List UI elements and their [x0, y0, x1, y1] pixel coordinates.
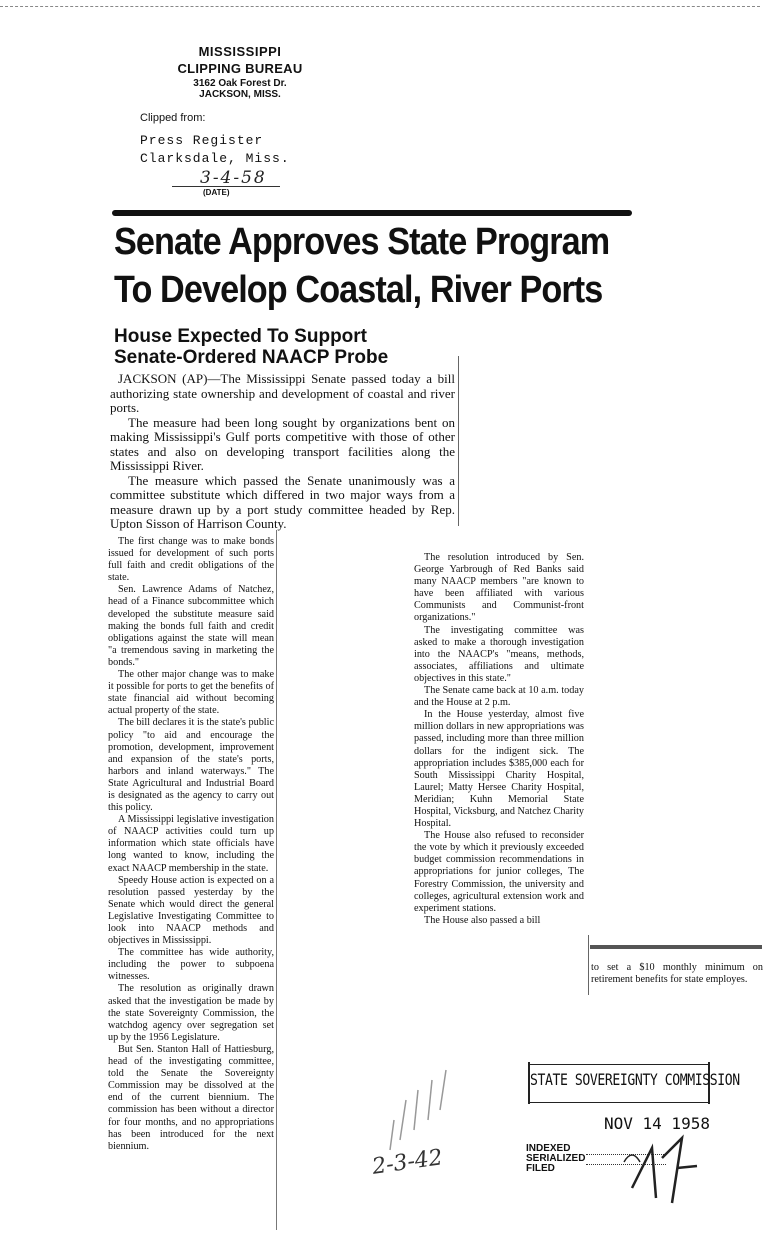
- column-paragraph: The Senate came back at 10 a.m. today and the House at 2 p.m.: [414, 685, 584, 709]
- stamp-indexed: INDEXED: [526, 1143, 571, 1154]
- column-paragraph: A Mississippi legislative investigation of NAACP activities could turn up information which state officials have long wanted to know, including the exact NAACP membership in the state.: [108, 814, 274, 874]
- newspaper-source: [140, 132, 290, 168]
- column-paragraph: Speedy House action is expected on a resolution passed yesterday by the Senate which would direct the general Legislative Investigating Committee to look into NAACP methods and objectives in Mississippi.: [108, 874, 274, 947]
- column-paragraph: The committee has wide authority, including the power to subpoena witnesses.: [108, 947, 274, 983]
- article-column-1: [108, 536, 274, 1153]
- lead-column-rule: [458, 356, 459, 526]
- stamp-date: NOV 14 1958: [604, 1114, 710, 1133]
- faint-pencil-marks: [380, 1060, 470, 1160]
- subhead-line-2: Senate-Ordered NAACP Probe: [114, 347, 389, 368]
- handwritten-date: 3-4-58: [200, 168, 267, 188]
- lead-paragraph: The measure which passed the Senate unanimously was a committee substitute which differed in two major ways from a measure drawn up by a port study committee headed by Rep. Upton Sisson of Harrison County.: [110, 472, 455, 531]
- column-paragraph: The bill declares it is the state's public policy "to aid and encourage the promotion, development, improvement and expansion of the state's ports, harbors and inland waterways." The State Agricultural and Industrial Board is designated as the agency to carry out this policy.: [108, 717, 274, 814]
- column-paragraph: The other major change was to make it possible for ports to get the benefits of state financial aid without becoming actual property of the state.: [108, 669, 274, 717]
- subhead-line-1: House Expected To Support: [114, 326, 368, 347]
- column-paragraph: The House also passed a bill: [424, 914, 541, 926]
- stamp-top-rule: [530, 1064, 710, 1065]
- clipping-top-edge: [0, 6, 760, 7]
- headline-rule: [112, 210, 632, 216]
- stamp-title-rule: [530, 1102, 710, 1103]
- column-paragraph: The resolution as originally drawn asked that the investigation be made by the state Sovereignty Commission, the watchdog agency over segregation set up by the 1956 Legislature.: [108, 983, 274, 1043]
- column-2-rule: [588, 935, 589, 995]
- column-paragraph: Sen. Lawrence Adams of Natchez, head of a Finance subcommittee which developed the substitute measure said making the bonds full faith and credit obligations against the state will mean "a tremendous saving in marketing the bonds.": [108, 584, 274, 668]
- stamp-title: STATE SOVEREIGNTY COMMISSION: [530, 1070, 740, 1089]
- column-paragraph: But Sen. Stanton Hall of Hattiesburg, head of the investigating committee, told the Senate the Sovereignty Commission may be dissolved at the end of the current biennium. The commission has been without a director for four months, and no appropriations has been introduced for the next biennium.: [108, 1043, 274, 1152]
- column-paragraph: The first change was to make bonds issued for development of such ports full faith and credit obligations of the state.: [108, 536, 274, 584]
- bureau-line-1: MISSISSIPPI: [198, 44, 282, 59]
- stamp-initials-scribble: [622, 1128, 702, 1208]
- stamp-file-fields: [526, 1144, 585, 1174]
- date-label: (DATE): [203, 188, 230, 197]
- bureau-city: JACKSON, MISS.: [199, 89, 281, 100]
- date-line: [172, 186, 280, 187]
- headline-line-1: Senate Approves State Program: [114, 221, 610, 263]
- newspaper-name: Press Register: [140, 133, 264, 148]
- column-1-rule: [276, 530, 277, 1230]
- lead-paragraphs: [110, 372, 455, 532]
- handwritten-note: 2-3-42: [370, 1145, 445, 1180]
- sovereignty-commission-stamp: [522, 1058, 740, 1208]
- bureau-line-2: CLIPPING BUREAU: [177, 61, 303, 76]
- column-paragraph: The resolution introduced by Sen. George Yarbrough of Red Banks said many NAACP members "are known to have been affiliated with various Communists and Communist-front organizations.": [414, 552, 584, 624]
- clipped-from-label: Clipped from:: [140, 112, 206, 124]
- stamp-serialized: SERIALIZED: [526, 1153, 586, 1164]
- column-paragraph: In the House yesterday, almost five million dollars in new appropriations was passed, including more than three million dollars for the indigent sick. The appropriation includes $385,000 each for South Mississippi Charity Hospital, Laurel; Matty Hersee Charity Hospital, Meridian; Kuhn Memorial State Hospital, Vicksburg, and Natchez Charity Hospital.: [414, 709, 584, 830]
- lead-paragraph: JACKSON (AP)—The Mississippi Senate passed today a bill authorizing state ownership and development of coastal and river ports.: [110, 371, 455, 415]
- article-column-2: [414, 552, 584, 927]
- newspaper-city: Clarksdale, Miss.: [140, 151, 290, 166]
- lead-paragraph: The measure had been long sought by organizations bent on making Mississippi's Gulf ports competitive with those of other states and also on developing transport facilities along the Mississippi River.: [110, 414, 455, 473]
- headline-line-2: To Develop Coastal, River Ports: [114, 269, 603, 311]
- column-paragraph: The House also refused to reconsider the vote by which it previously exceeded budget commission recommendations in appropriations for junior colleges, The Forestry Commission, the university and colleges, agricultural extension work and experiment stations.: [414, 830, 584, 914]
- stamp-filed: FILED: [526, 1163, 555, 1174]
- article-subhead: [114, 326, 388, 368]
- continuation-bar: [590, 945, 762, 949]
- bureau-address: 3162 Oak Forest Dr.: [193, 78, 287, 89]
- article-column-3: to set a $10 monthly minimum on retirement benefits for state employes.: [591, 962, 763, 986]
- column-paragraph: The investigating committee was asked to make a thorough investigation into the NAACP's "means, methods, associates, affiliations and ultimate objectives in this state.": [414, 624, 584, 684]
- clipping-bureau-header: [140, 44, 340, 100]
- article-headline: [114, 218, 610, 314]
